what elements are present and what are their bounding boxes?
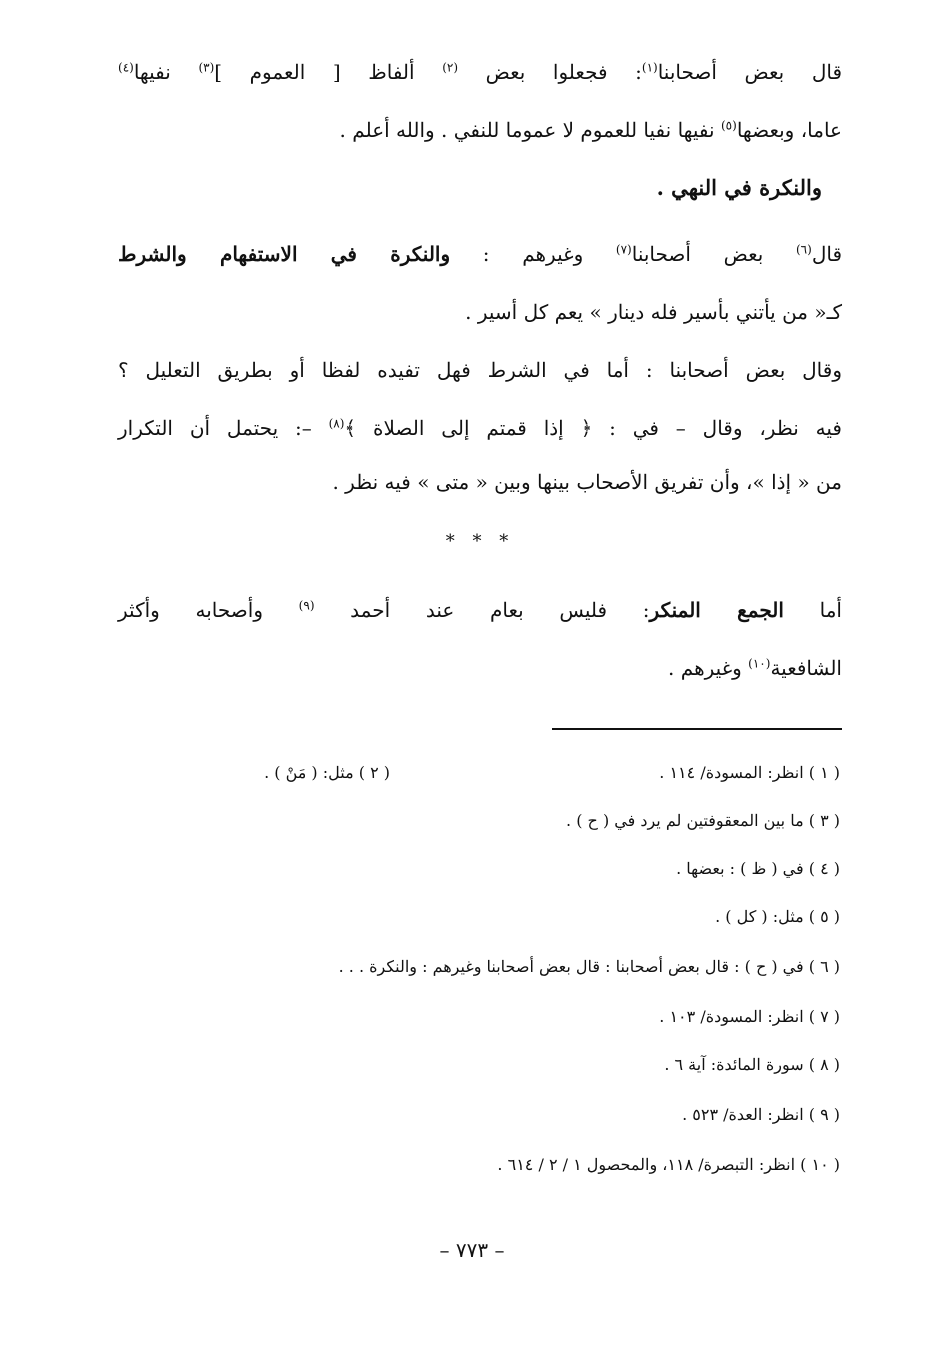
text: قال <box>811 242 842 266</box>
footnote-ref: (٢) <box>442 60 459 75</box>
paragraph-3-line-2 <box>118 414 842 442</box>
paragraph-1-line-1 <box>118 58 842 86</box>
footnote-ref: (٦) <box>795 242 812 257</box>
text: فيه نظر، وقال – في : ﴿ إذا قمتم إلى الصلاة ﴾ <box>344 416 842 440</box>
text: : فجعلوا بعض <box>458 60 642 84</box>
text: : فليس بعام عند أحمد <box>314 598 650 622</box>
footnote-2: ( ٢ ) مثل: ( مَنْ ) . <box>264 763 390 782</box>
paragraph-2-line-2: كـ« من يأتني بأسير فله دينار » يعم كل أسير . <box>465 300 842 324</box>
footnote-ref: (٥) <box>720 118 737 133</box>
paragraph-1-line-2 <box>118 116 842 144</box>
text: نفيها <box>133 60 199 84</box>
footnote-10: ( ١٠ ) انظر: التبصرة/ ١١٨، والمحصول ١ / ٢ / ٦١٤ . <box>497 1155 840 1174</box>
main-text <box>118 48 842 682</box>
footnote-ref: (٨) <box>328 416 345 431</box>
text: –: يحتمل أن التكرار <box>118 416 329 440</box>
footnote-9: ( ٩ ) انظر: العدة/ ٥٢٣ . <box>682 1105 840 1124</box>
text: نفيها نفيا للعموم لا عموما للنفي . والله أعلم . <box>339 118 721 142</box>
footnote-ref: (١٠) <box>748 656 771 671</box>
paragraph-3-line-1: وقال بعض أصحابنا : أما في الشرط فهل تفيده لفظا أو بطريق التعليل ؟ <box>118 358 842 382</box>
footnote-divider <box>552 728 842 730</box>
text: وأصحابه وأكثر <box>118 598 299 622</box>
text: وغيرهم . <box>668 656 749 680</box>
footnote-7: ( ٧ ) انظر: المسودة/ ١٠٣ . <box>659 1007 840 1026</box>
footnote-8: ( ٨ ) سورة المائدة: آية ٦ . <box>664 1055 840 1074</box>
footnote-ref: (٩) <box>298 598 315 613</box>
text: وغيرهم : <box>450 242 616 266</box>
footnote-5: ( ٥ ) مثل: ( كل ) . <box>715 907 840 926</box>
text: الشافعية <box>770 656 842 680</box>
section-separator: * * * <box>445 531 515 552</box>
bold-term: الجمع المنكر <box>649 598 784 622</box>
footnote-3: ( ٣ ) ما بين المعقوفتين لم يرد في ( ح ) . <box>566 811 840 830</box>
footnote-ref: (٤) <box>118 60 134 75</box>
text: بعض أصحابنا <box>631 242 796 266</box>
footnote-4: ( ٤ ) في ( ظ ) : بعضها . <box>676 859 840 878</box>
text: أما <box>783 598 842 622</box>
footnote-1: ( ١ ) انظر: المسودة/ ١١٤ . <box>659 763 840 782</box>
bold-term: والنكرة في الاستفهام والشرط <box>118 242 451 266</box>
paragraph-4-line-1 <box>118 596 842 624</box>
footnote-ref: (١) <box>641 60 658 75</box>
text: قال بعض أصحابنا <box>657 60 843 84</box>
footnote-ref: (٣) <box>198 60 215 75</box>
text: ألفاظ [ العموم ] <box>214 60 443 84</box>
paragraph-3-line-3: من « إذا »، وأن تفريق الأصحاب بينها وبين « متى » فيه نظر . <box>332 470 842 494</box>
paragraph-2-line-1 <box>118 240 842 268</box>
footnote-6: ( ٦ ) في ( ح ) : قال بعض أصحابنا : قال بعض أصحابنا وغيرهم : والنكرة . . . <box>338 957 840 976</box>
page-number: – ٧٧٣ – <box>439 1238 505 1262</box>
text: عاما، وبعضها <box>736 118 842 142</box>
paragraph-4-line-2 <box>118 654 842 682</box>
footnote-ref: (٧) <box>615 242 632 257</box>
section-heading: والنكرة في النهي . <box>656 175 822 200</box>
